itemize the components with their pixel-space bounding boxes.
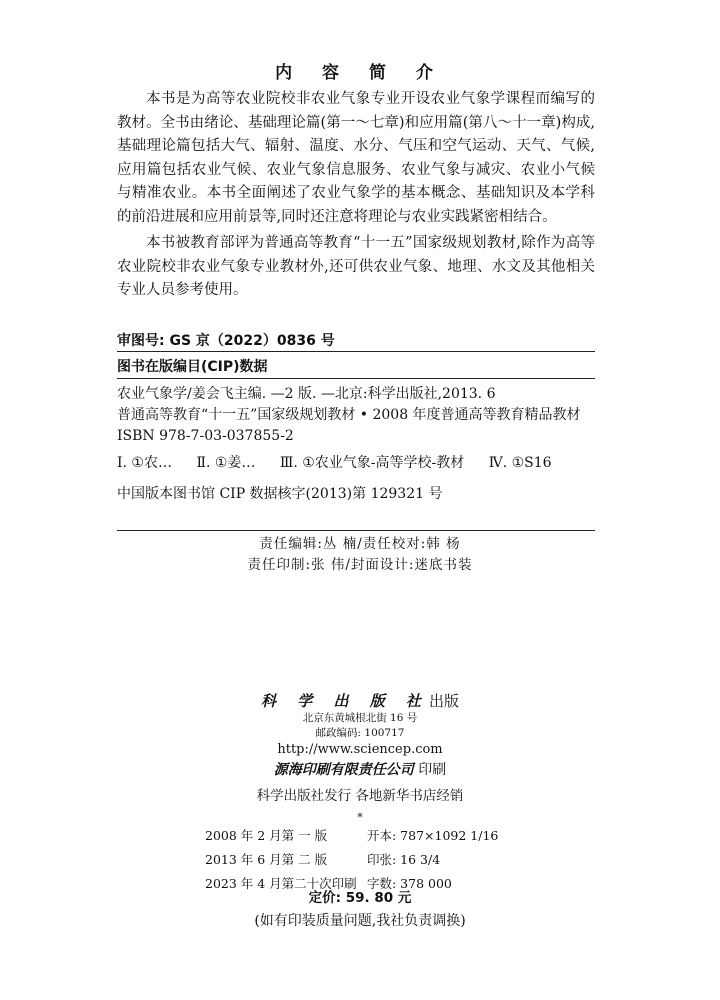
cip-classification bbox=[117, 453, 595, 474]
edition-row bbox=[205, 824, 498, 848]
cip-class-2: Ⅱ. ①姜… bbox=[196, 455, 256, 471]
edition-date: 2013 年 6 月第 二 版 bbox=[205, 852, 328, 867]
edition-spec: 印张: 16 3/4 bbox=[366, 852, 441, 867]
divider-bottom bbox=[117, 530, 595, 531]
cip-class-4: Ⅳ. ①S16 bbox=[488, 455, 552, 471]
edition-date: 2023 年 4 月第二十次印刷 bbox=[205, 876, 357, 891]
publisher-name: 科 学 出 版 社 bbox=[261, 692, 429, 710]
summary-paragraph-2 bbox=[117, 232, 595, 303]
edition-spec: 开本: 787×1092 1/16 bbox=[366, 828, 499, 843]
editors-line-2: 责任印制:张 伟/封面设计:迷底书装 bbox=[247, 557, 473, 573]
cip-heading: 图书在版编目(CIP)数据 bbox=[117, 359, 268, 375]
publisher-name-line bbox=[0, 690, 720, 711]
page-title: 内 容 简 介 bbox=[275, 63, 445, 83]
printer-line bbox=[0, 759, 720, 781]
summary-paragraph-1 bbox=[117, 88, 595, 229]
publisher-postcode: 邮政编码: 100717 bbox=[315, 727, 405, 739]
cip-isbn: ISBN 978-7-03-037855-2 bbox=[117, 428, 294, 444]
cip-class-3: Ⅲ. ①农业气象-高等学校-教材 bbox=[279, 455, 465, 471]
editors-block bbox=[0, 534, 720, 576]
publisher-url: http://www.sciencep.com bbox=[277, 742, 443, 757]
distribution-line: 科学出版社发行 各地新华书店经销 bbox=[256, 788, 464, 804]
quality-notice: (如有印装质量问题,我社负责调换) bbox=[254, 913, 466, 929]
separator-star: * bbox=[357, 811, 363, 824]
price: 定价: 59. 80 元 bbox=[308, 890, 412, 906]
divider-top bbox=[117, 351, 595, 352]
summary-text-2: 本书被教育部评为普通高等教育“十一五”国家级规划教材,除作为高等农业院校非农业气象专业教材外,还可供农业气象、地理、水文及其他相关专业人员参考使用。 bbox=[117, 235, 595, 298]
cip-line-2: 普通高等教育“十一五”国家级规划教材 • 2008 年度普通高等教育精品教材 bbox=[117, 407, 581, 423]
edition-spec: 字数: 378 000 bbox=[366, 876, 452, 891]
cip-record-number: 中国版本图书馆 CIP 数据核字(2013)第 129321 号 bbox=[117, 486, 443, 502]
map-approval-number: 审图号: GS 京（2022）0836 号 bbox=[117, 333, 335, 349]
edition-row bbox=[205, 848, 498, 872]
cip-class-1: Ⅰ. ①农… bbox=[117, 455, 172, 471]
edition-date: 2008 年 2 月第 一 版 bbox=[205, 828, 328, 843]
editors-line-1: 责任编辑:丛 楠/责任校对:韩 杨 bbox=[259, 536, 461, 552]
publisher-block bbox=[0, 690, 720, 825]
printer-suffix: 印刷 bbox=[418, 762, 447, 778]
publisher-name-suffix: 出版 bbox=[428, 692, 459, 710]
divider-cip bbox=[117, 378, 595, 379]
summary-text-1: 本书是为高等农业院校非农业气象专业开设农业气象学课程而编写的教材。全书由绪论、基础理论篇(第一～七章)和应用篇(第八～十一章)构成,基础理论篇包括大气、辐射、温度、水分、气压和空气运动、天气、气候,应用篇包括农业气候、农业气象信息服务、农业气象与减灾、农业小气候与精准农业。本书全面阐述了农业气象学的基本概念、基础知识及本学科的前沿进展和应用前景等,同时还注意将理论与农业实践紧密相结合。 bbox=[117, 91, 595, 225]
cip-line-1: 农业气象学/姜会飞主编. —2 版. —北京:科学出版社,2013. 6 bbox=[117, 386, 496, 402]
publisher-address: 北京东黄城根北街 16 号 bbox=[302, 712, 418, 724]
cip-block bbox=[117, 384, 595, 505]
printer-name: 源海印刷有限责任公司 bbox=[273, 762, 414, 778]
